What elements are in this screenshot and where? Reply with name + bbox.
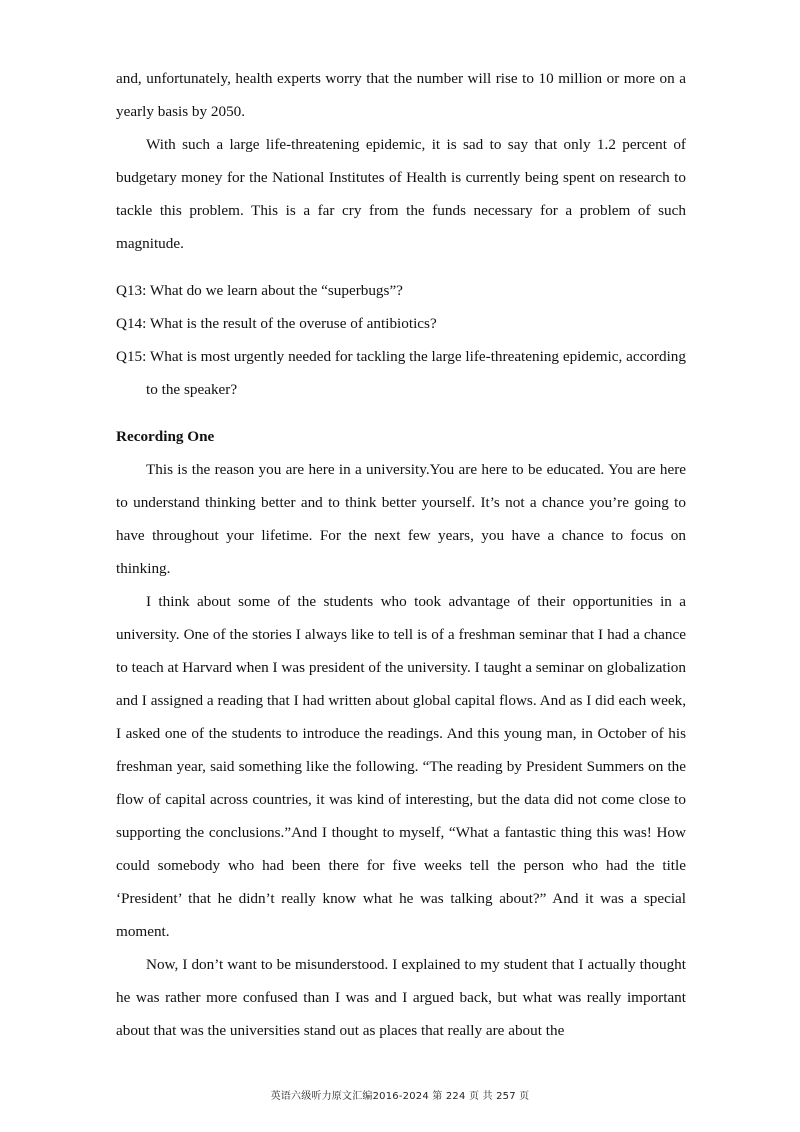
- paragraph-continued: and, unfortunately, health experts worry that the number will rise to 10 million or more on a yearly basis by 2050.: [116, 70, 686, 120]
- page-body: [116, 62, 686, 1047]
- page-footer: 英语六级听力原文汇编2016-2024 第 224 页 共 257 页: [270, 1091, 530, 1102]
- paragraph-university-reason: This is the reason you are here in a university.You are here to be educated. You are here to understand thinking better and to think better yourself. It’s not a chance you’re going to have throughout your lifetime. For the next few years, you have a chance to focus on thinking.: [116, 461, 686, 577]
- paragraph-misunderstood: Now, I don’t want to be misunderstood. I explained to my student that I actually thought he was rather more confused than I was and I argued back, but what was really important about that was the universities stand out as places that really are about the: [116, 956, 686, 1039]
- question-list: [116, 274, 686, 406]
- question-14: Q14: What is the result of the overuse of antibiotics?: [116, 315, 437, 332]
- paragraph-harvard-seminar: I think about some of the students who took advantage of their opportunities in a university. One of the stories I always like to tell is of a freshman seminar that I had a chance to teach at Harvard when I was president of the university. I taught a seminar on globalization and I assigned a reading that I had written about global capital flows. And as I did each week, I asked one of the students to introduce the readings. And this young man, in October of his freshman year, said something like the following. “The reading by President Summers on the flow of capital across countries, it was kind of interesting, but the data did not come close to supporting the conclusions.”And I thought to myself, “What a fantastic thing this was! How could somebody who had been there for five weeks tell the person who had the title ‘President’ that he didn’t really know what he was talking about?” And it was a special moment.: [116, 593, 686, 940]
- question-13: Q13: What do we learn about the “superbugs”?: [116, 282, 403, 299]
- paragraph-epidemic-funding: With such a large life-threatening epidemic, it is sad to say that only 1.2 percent of budgetary money for the National Institutes of Health is currently being spent on research to tackle this problem. This is a far cry from the funds necessary for a problem of such magnitude.: [116, 136, 686, 252]
- question-15: Q15: What is most urgently needed for tackling the large life-threatening epidemic, according to the speaker?: [116, 348, 686, 398]
- section-heading: Recording One: [116, 428, 215, 445]
